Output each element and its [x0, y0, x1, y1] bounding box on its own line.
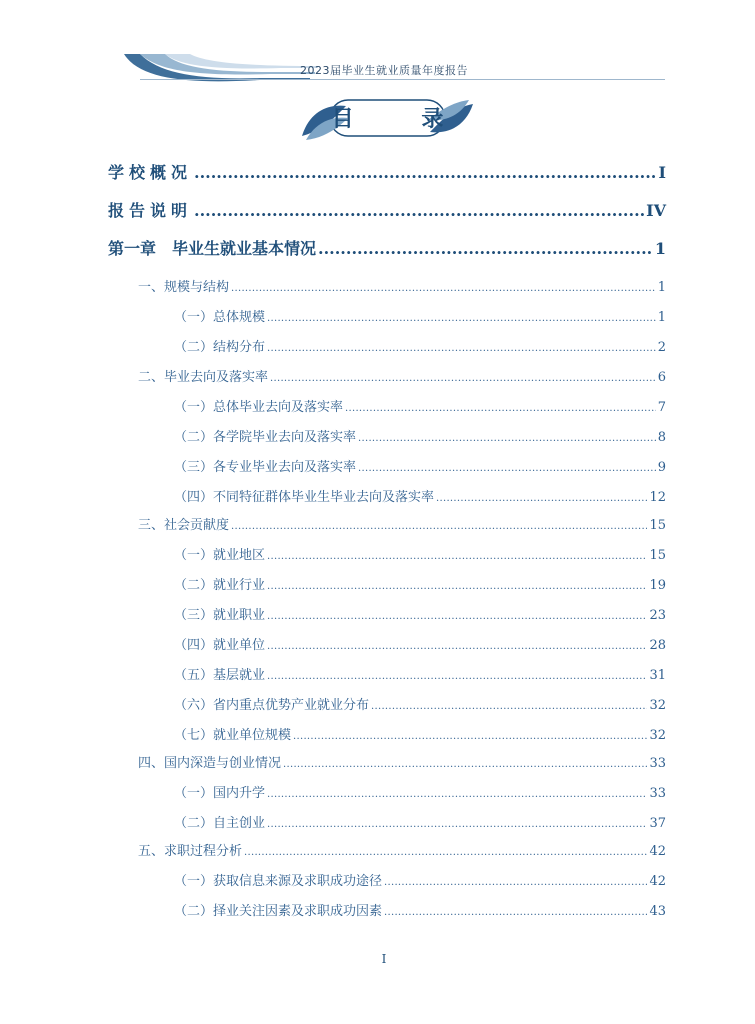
toc-entry-label: 二、毕业去向及落实率 — [138, 370, 269, 385]
toc-leader-dots — [194, 163, 657, 182]
toc-entry-page: 1 — [654, 239, 666, 258]
toc-entry-page: 6 — [657, 370, 666, 385]
toc-leader-dots — [267, 313, 656, 324]
toc-entry-label: （七）就业单位规模 — [174, 728, 292, 743]
toc-entry[interactable] — [138, 840, 666, 859]
toc-entry[interactable] — [174, 900, 666, 919]
toc-entry-page: 15 — [649, 548, 666, 563]
toc-leader-dots — [267, 611, 647, 622]
toc-entry-page: 15 — [649, 518, 666, 533]
toc-entry-label: （二）自主创业 — [174, 816, 266, 831]
toc-entry[interactable] — [138, 514, 666, 533]
toc-entry-label: （五）基层就业 — [174, 668, 266, 683]
toc-leader-dots — [293, 731, 647, 742]
toc-leader-dots — [270, 373, 656, 384]
toc-leader-dots — [358, 463, 656, 474]
toc-entry-label: 学校概况 — [108, 163, 193, 182]
toc-entry-label: 五、求职过程分析 — [138, 844, 243, 859]
toc-entry[interactable] — [108, 236, 666, 259]
toc-entry[interactable] — [174, 812, 666, 831]
toc-entry[interactable] — [174, 306, 666, 325]
toc-entry-label: 四、国内深造与创业情况 — [138, 756, 282, 771]
toc-entry-page: IV — [646, 201, 666, 220]
toc-entry-page: 32 — [649, 698, 666, 713]
toc-entry[interactable] — [174, 724, 666, 743]
toc-entry-page: 37 — [649, 816, 666, 831]
toc-entry-page: I — [658, 163, 666, 182]
toc-entry[interactable] — [174, 336, 666, 355]
toc-entry-page: 32 — [649, 728, 666, 743]
toc-entry-page: 33 — [649, 756, 666, 771]
toc-entry-page: 31 — [649, 668, 666, 683]
toc-leader-dots — [267, 551, 647, 562]
toc-entry[interactable] — [174, 604, 666, 623]
toc-entry-page: 12 — [649, 490, 666, 505]
toc-entry[interactable] — [174, 456, 666, 475]
toc-entry-page: 1 — [657, 280, 666, 295]
toc-entry-page: 19 — [649, 578, 666, 593]
toc-entry-page: 28 — [649, 638, 666, 653]
page-header — [0, 0, 755, 90]
toc-entry-label: （三）就业职业 — [174, 608, 266, 623]
toc-entry-page: 42 — [649, 844, 666, 859]
toc-entry-page: 1 — [657, 310, 666, 325]
toc-entry-label: （一）总体毕业去向及落实率 — [174, 400, 344, 415]
toc-entry-label: （二）就业行业 — [174, 578, 266, 593]
toc-entry-label: （二）结构分布 — [174, 340, 266, 355]
toc-entry-label: （一）总体规模 — [174, 310, 266, 325]
toc-entry[interactable] — [174, 544, 666, 563]
toc-entry-label: （二）各学院毕业去向及落实率 — [174, 430, 357, 445]
toc-entry[interactable] — [108, 160, 666, 183]
toc-title: 目 录 — [331, 106, 474, 132]
toc-leader-dots — [371, 701, 647, 712]
toc-leader-dots — [267, 671, 647, 682]
toc-leader-dots — [436, 493, 647, 504]
toc-entry[interactable] — [174, 634, 666, 653]
toc-entry-label: 一、规模与结构 — [138, 280, 230, 295]
toc-entry-label: （一）就业地区 — [174, 548, 266, 563]
toc-entry-page: 8 — [657, 430, 666, 445]
toc-entry[interactable] — [174, 782, 666, 801]
toc-entry-label: （二）择业关注因素及求职成功因素 — [174, 904, 383, 919]
toc-entry-page: 9 — [657, 460, 666, 475]
toc-leader-dots — [267, 789, 647, 800]
toc-entry[interactable] — [174, 694, 666, 713]
toc-entry[interactable] — [174, 870, 666, 889]
toc-leader-dots — [283, 759, 647, 770]
toc-entry[interactable] — [174, 574, 666, 593]
toc-entry[interactable] — [138, 366, 666, 385]
toc-leader-dots — [384, 907, 647, 918]
toc-leader-dots — [267, 819, 647, 830]
toc-entry[interactable] — [138, 276, 666, 295]
toc-entry[interactable] — [174, 426, 666, 445]
toc-entry-label: （四）不同特征群体毕业生毕业去向及落实率 — [174, 490, 435, 505]
toc-entry-label: （四）就业单位 — [174, 638, 266, 653]
toc-leader-dots — [244, 847, 647, 858]
toc-entry-page: 23 — [649, 608, 666, 623]
toc-entry-label: （六）省内重点优势产业就业分布 — [174, 698, 370, 713]
toc-entry[interactable] — [138, 752, 666, 771]
toc-title-banner — [300, 96, 475, 148]
toc-entry-label: 三、社会贡献度 — [138, 518, 230, 533]
toc-entry[interactable] — [108, 198, 666, 221]
toc-entry-page: 7 — [657, 400, 666, 415]
toc-entry-label: 报告说明 — [108, 201, 193, 220]
toc-entry-label: （三）各专业毕业去向及落实率 — [174, 460, 357, 475]
toc-entry-page: 33 — [649, 786, 666, 801]
toc-leader-dots — [194, 201, 644, 220]
toc-entry[interactable] — [174, 664, 666, 683]
toc-entry-label: 第一章 毕业生就业基本情况 — [108, 239, 317, 258]
toc-leader-dots — [345, 403, 656, 414]
toc-entry-label: （一）获取信息来源及求职成功途径 — [174, 874, 383, 889]
header-title: 2023届毕业生就业质量年度报告 — [300, 64, 468, 77]
toc-entry-page: 2 — [657, 340, 666, 355]
toc-leader-dots — [267, 641, 647, 652]
toc-entry-page: 42 — [649, 874, 666, 889]
toc-leader-dots — [318, 239, 653, 258]
toc-entry[interactable] — [174, 486, 666, 505]
header-divider — [140, 79, 665, 80]
toc-entry-page: 43 — [649, 904, 666, 919]
toc-leader-dots — [267, 343, 656, 354]
toc-leader-dots — [231, 521, 647, 532]
toc-leader-dots — [358, 433, 656, 444]
toc-leader-dots — [384, 877, 647, 888]
page-number: I — [381, 952, 387, 966]
toc-entry-label: （一）国内升学 — [174, 786, 266, 801]
toc-leader-dots — [267, 581, 647, 592]
header-swoosh-decoration — [120, 50, 320, 86]
toc-entry[interactable] — [174, 396, 666, 415]
toc-leader-dots — [231, 283, 656, 294]
